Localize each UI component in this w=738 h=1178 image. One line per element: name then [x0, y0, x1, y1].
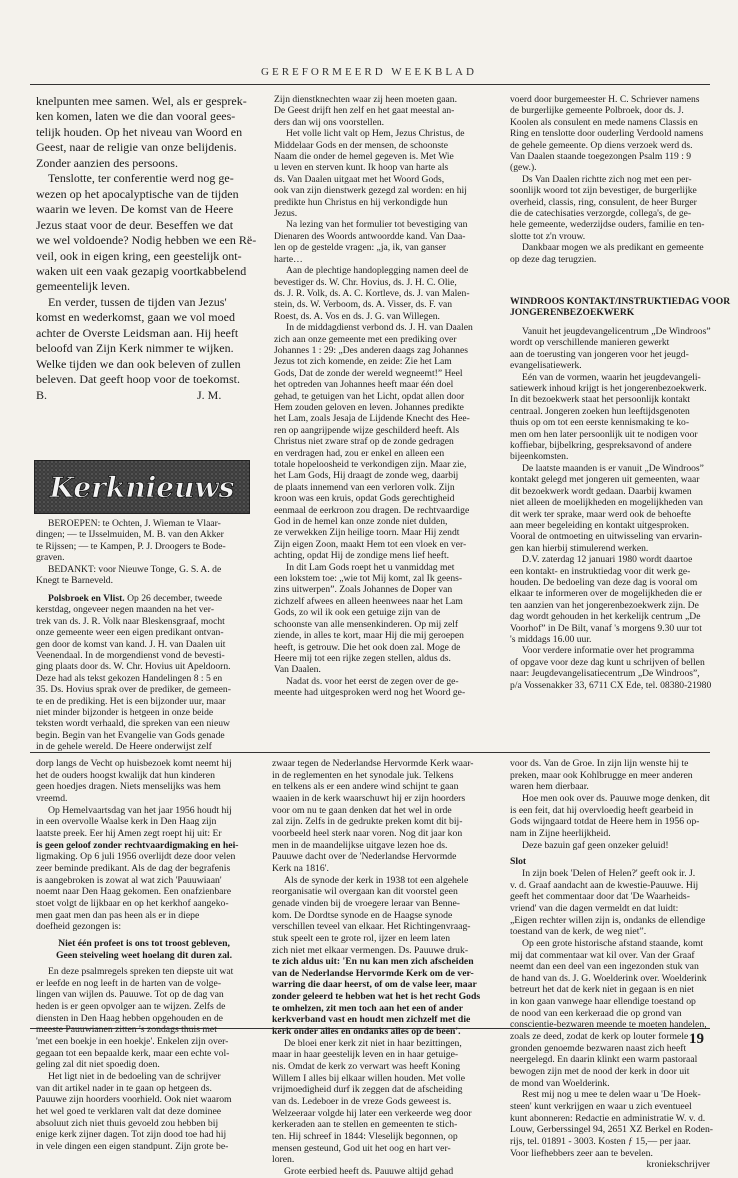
text-line: van ds. Ledeboer in de vreze Gods geweest is.	[272, 1096, 452, 1108]
heading-line: JONGERENBEZOEKWERK	[510, 307, 635, 319]
text-line: kerstdag, ongeveer negen maanden na het ver-	[36, 604, 215, 616]
text-line: ds. J. R. Volk, ds. A. C. Kortleve, ds. J. van Malen-	[274, 287, 470, 299]
text-line: te omhelzen, zit men toch aan het een of ander	[272, 1002, 464, 1014]
text-line: reorganisatie wil overgaan kan dit voorstel geen	[272, 886, 458, 898]
text-line: ging plaats door ds. W. Chr. Hovius uit Apeldoorn.	[36, 661, 231, 673]
text-line: geling zal dit niet spoedig doen.	[36, 1059, 160, 1071]
text-line: 's middags 16.00 uur.	[510, 633, 592, 645]
text-line: aan meer begeleiding en kontakt uitgesproken.	[510, 519, 690, 531]
text-line: (gew.).	[510, 162, 537, 174]
text-line: Roest, ds. A. Vos en ds. J. G. van Willegen.	[274, 310, 440, 322]
text-line: dag wordt gehouden in het kerkelijk centrum „De	[510, 611, 701, 623]
text-line: het wel goed te verklaren valt dat deze dominee	[36, 1106, 222, 1118]
text-line: ook van zijn dienstwerk gezegd zal worden: en hij	[274, 185, 467, 197]
text-line: Grote eerbied heeft ds. Pauuwe altijd gehad	[284, 1165, 454, 1177]
psalm-quote-line: Niet één profeet is ons tot troost gebleven,	[58, 937, 230, 949]
text-line: ze verwekken Zijn heilige toorn. Maar Hij zendt	[274, 527, 460, 539]
text-line: ziende, in alles te kort, maar Hij die mij geroepen	[274, 630, 464, 642]
text-line: in kon gaan vanwege haar ellendige toestand op	[510, 996, 696, 1008]
column-1-continuation	[36, 94, 257, 403]
text-line: enige kerk zijner dagen. Tot zijn dood toe had hij	[36, 1129, 227, 1141]
text-line: Het volle licht valt op Hem, Jezus Christus, de	[286, 128, 465, 140]
text-line: zeer beminde predikant. Als de dag der begrafenis	[36, 862, 231, 874]
text-line: men gaat men dan pas heen als er in diepe	[36, 909, 200, 921]
text-line: centraal. Jongeren zoeken hun leeftijdsgenoten	[510, 405, 690, 417]
text-line: een kontakt- en instruktiedag voor dit werk ge-	[510, 565, 691, 577]
heading-line: WINDROOS KONTAKT/INSTRUKTIEDAG VOOR	[510, 296, 731, 307]
text-line: loren.	[272, 1154, 295, 1166]
text-line: kunt abonneren: Redactie en administratie W. v. d.	[510, 1112, 706, 1124]
text-line: Vooral de ontmoeting en uitwisseling van ervarin-	[510, 531, 703, 543]
text-line: Nadat ds. voor het eerst de zegen over de ge-	[286, 675, 459, 687]
text-line: Voor liefhebbers zeer aan te bevelen.	[510, 1147, 653, 1159]
text-line: toestand van de kerk, de weg niet”.	[510, 926, 647, 938]
text-line: Gods, Dat de zonde der wereld wegneemt!” Heel	[274, 367, 463, 379]
text-line: in de reglementen en het synodale juk. Telkens	[272, 769, 454, 781]
text-line: Louw, Gerberssingel 94, 2651 XZ Berkel en Roden-	[510, 1124, 714, 1136]
text-line: voor om nu te gaan denken dat het wel in orde	[272, 804, 452, 816]
kerknieuws-notices	[36, 518, 250, 586]
text-line: Gods, zo wil ik ook een getuige zijn van de	[274, 607, 441, 619]
text-line: lingen van wijlen ds. Pauuwe. Tot op de dag van	[36, 989, 224, 1001]
text-line: bewogen zijn met de nood der kerk in door uit	[510, 1066, 690, 1078]
text-line: er leefde en nog leeft in de harten van de volge-	[36, 977, 222, 989]
text-line: Heere mij tot een rijke zegen stellen, aldus ds.	[274, 652, 451, 664]
text-line: in een overvolle Waalse kerk in Den Haag zijn	[36, 816, 217, 828]
text-line: wezen op het apocalyptische van de tijden	[36, 186, 239, 201]
text-line: te Rijssen; — te Kampen, P. J. Droogers te Bode-	[36, 540, 226, 552]
text-line: zichzelf afwees en alleen heenwees naar het Lam	[274, 595, 463, 607]
text-line: Koolen als consulent en mede namens Classis en	[510, 116, 698, 128]
footer-rule	[30, 1028, 710, 1029]
text-line: kontakt gelegd met jongeren uit gemeenten, waar	[510, 474, 700, 486]
text-line: noemt naar Den Haag gekomen. Een onafzienbare	[36, 886, 232, 898]
text-line: ren op aangrijpende wijze geschilderd heeft. Als	[274, 424, 460, 436]
windroos-article	[510, 326, 710, 691]
text-line: Pauuwe zijn hoorders voorhield. Ook niet waarom	[36, 1094, 232, 1106]
text-line: het Lam, zoals Jesaja de Lijdende Knecht des Hee-	[274, 413, 470, 425]
text-line: eenmaal de eerkroon zou dragen. De rechtvaardige	[274, 504, 470, 516]
text-line: harte…	[274, 253, 303, 265]
text-line: de mond van Woelderink.	[510, 1077, 610, 1089]
text-line: de hand van ds. J. G. Woelderink over. Woelderink	[510, 972, 707, 984]
text-line: Geest, naar de religie van onze belijdenis.	[36, 140, 237, 155]
text-line: Deze bazuin gaf geen onzeker geluid!	[522, 839, 669, 851]
text-line: ten. Hij schreef in 1844: Vleselijk begonnen, op	[272, 1131, 458, 1142]
text-line: Ring en tenslotte door ouderling Verdoold namens	[510, 128, 704, 140]
column-3-article-end	[510, 94, 710, 265]
text-line: Op 26 december, tweede	[127, 593, 223, 604]
text-line: God in de hemel kan onze zonde niet dulden,	[274, 516, 448, 528]
text-line: gronden genoemde bezwaren naast zich heeft	[510, 1042, 687, 1054]
text-line: In de middagdienst verbond ds. J. H. van Daalen	[286, 322, 473, 334]
text-line: Pauuwe dacht over de 'Nederlandse Hervormde	[272, 851, 457, 863]
polsbroek-article	[36, 593, 250, 753]
text-line: Het ligt niet in de bedoeling van de schrijver	[48, 1071, 221, 1083]
text-line: gen door de komst van kand. J. H. van Daalen uit	[36, 638, 226, 650]
text-line: Jezus.	[274, 208, 298, 220]
text-line: het Lam Gods, Hij draagt de zonde weg, daarbij	[274, 470, 459, 482]
text-line: de burgerlijke gemeente Polbroek, door ds. J.	[510, 105, 684, 117]
text-line: onze gemeente weer een eigen predikant ontvan-	[36, 627, 224, 639]
text-line: slotte tot z'n vrouw.	[510, 230, 586, 242]
text-line: vriend' van die dagen vermeldt en dat luidt:	[510, 902, 679, 914]
text-line: telijk houden. Op het niveau van Woord en	[36, 124, 243, 139]
text-line: Van Daalen.	[274, 664, 321, 676]
text-line: Voor verdere informatie over het programma	[522, 645, 695, 657]
text-line: schoonste van alle mensenkinderen. Op mij zelf	[274, 618, 459, 630]
text-line: nam in Zijne heerlijkheid.	[510, 827, 611, 839]
text-line: men in de maandelijkse uitgave lezen hoe ds.	[272, 839, 448, 851]
windroos-heading	[510, 296, 731, 319]
text-line: bevestiger ds. W. Chr. Hovius, ds. J. H. C. Olie,	[274, 276, 457, 288]
text-line: zonder geleerd te hebben wat het is het recht Gods	[272, 991, 481, 1003]
text-line: maar in haar geestelijk leven en in haar getuige-	[272, 1049, 459, 1061]
text-line: te en de prediking. Het is een bijzonder uur, maar	[36, 695, 226, 707]
text-line: doefheid gezongen is:	[36, 921, 122, 933]
text-line: Welzeeraar volgde hij later een verkeerde weg door	[272, 1107, 472, 1119]
text-line: laatste preek. Eer hij Amen zegt roept hij uit: Er	[36, 827, 222, 839]
header-rule	[30, 84, 710, 85]
text-line: overheid, classis, ring, consulent, de heer Burger	[510, 196, 697, 208]
text-line: betreurt het dat de kerk niet in gegaan is en niet	[510, 984, 694, 996]
text-line: heeft, is getrouw. Die het ook doen zal. Moge de	[274, 641, 461, 653]
text-line: de plaats innemend van een verloren volk. Zijn	[274, 481, 455, 493]
text-line: mij dat commentaar wat kil over. Van der Graaf	[510, 949, 695, 961]
text-line: ds. Van Daalen uitgaat met het Woord Gods,	[274, 173, 445, 185]
text-line: veil, ook in eigen kring, een geestelijk ont-	[36, 248, 242, 263]
text-line: thuis op om tot een eerste kennismaking te ko-	[510, 417, 690, 429]
text-line: waren hem dierbaar.	[510, 781, 589, 793]
text-line: De laatste maanden is er vanuit „De Windroos”	[522, 462, 704, 474]
text-line: genade vinden bij de vroegere leraar van Benne-	[272, 897, 461, 909]
text-line: is aangebroken is zowat al wat zich 'Pauuwiaan'	[36, 874, 222, 886]
text-line: knelpunten mee samen. Wel, als er gesprek-	[36, 94, 247, 108]
text-line: Deze had als tekst gekozen Handelingen 8 : 5 en	[36, 672, 223, 684]
text-line: of opgave voor deze dag kunt u schrijven of bellen	[510, 656, 705, 668]
psalm-quote-line: Geen steiveling weet hoelang dit duren zal.	[55, 949, 233, 961]
text-line: In dit bezoekwerk staat het persoonlijk kontakt	[510, 394, 691, 406]
text-line: achting, opdat Hij de zondige mens lief heeft.	[274, 550, 450, 562]
page-number: 19	[689, 1031, 704, 1047]
text-line: Johannes 1 : 29: „Des anderen daags zag Johannes	[274, 344, 468, 356]
text-line: voorbeeld heel sterk naar voren. Nog dit jaar kon	[272, 827, 463, 839]
text-line: Op een grote historische afstand staande, komt	[522, 937, 704, 949]
text-line: aan de toerusting van jongeren voor het jeugd-	[510, 348, 689, 360]
text-line: beleven. Dat geeft hoop voor de toekomst.	[36, 372, 240, 387]
text-line: gen kan hierbij stimulerend werken.	[510, 542, 649, 554]
text-line: Willem I alles bij elkaar willen houden. Met volle	[272, 1072, 466, 1084]
text-line: een lokstem toe: „wie tot Mij komt, zal Ik geens-	[274, 573, 463, 585]
text-line: en telkens als er een andere wind schijnt te gaan	[272, 781, 459, 793]
text-line: de gehele gemeente. Op diens verzoek werd ds.	[510, 139, 693, 151]
text-line: En deze psalmregels spreken ten diepste uit wat	[48, 966, 234, 978]
text-line: graven.	[36, 552, 65, 564]
text-line: Van Daalen staande toegezongen Psalm 119 : 9	[510, 151, 692, 163]
text-line: men om hen later persoonlijk uit te nodigen voor	[510, 428, 698, 440]
text-line: kerk onder alles en ondanks alles op de been'.	[272, 1026, 461, 1038]
text-line: niet alleen de moelijkheden en mogelijkheden van	[510, 497, 703, 509]
text-line: is een feit, dat hij overvloedig heeft gearbeid in	[510, 804, 694, 816]
text-line: waken uit een vaak gezapig voortkabbelend	[36, 263, 247, 278]
text-line: Rest mij nog u mee te delen waar u 'De Hoek-	[522, 1089, 701, 1101]
text-line: satiewerk inhoud krijgt is het jongerenbezoekwerk.	[510, 383, 707, 395]
text-line: ligmaking. Op 6 juli 1956 overlijdt deze door velen	[36, 851, 236, 863]
text-line: steen' kunt verkrijgen en waar u zich eventueel	[510, 1101, 692, 1113]
bottom-column-3	[510, 758, 714, 1171]
text-line: Kerk na 1816'.	[272, 862, 329, 874]
text-line: v. d. Graaf aandacht aan de kwestie-Pauuwe. Hij	[510, 879, 699, 891]
kerknieuws-banner	[34, 460, 250, 514]
kerknieuws-banner-art	[35, 461, 249, 513]
text-line: Hem zouden geloven en leven. Johannes predikte	[274, 401, 464, 413]
text-line: we wel voldoende? Nodig hebben we een Rë-	[36, 233, 257, 248]
text-line: is geen geloof zonder rechtvaardigmaking en hei-	[36, 839, 239, 851]
text-line: Voorhof” in De Bilt, vanaf 's morgens 9.30 uur tot	[510, 622, 702, 634]
text-line: achter de Overste Leidsman aan. Hij heeft	[36, 325, 239, 340]
text-line: Ds Van Daalen richtte zich nog met een per-	[522, 173, 692, 185]
text-line: van dit artikel nader in te gaan op hetgeen ds.	[36, 1082, 212, 1094]
text-line: niet minder bijzonder is hetgeen in onze beide	[36, 707, 214, 719]
text-line: vrijmoedigheid durf ik zeggen dat de afscheiding	[272, 1084, 463, 1096]
text-line: Jezus tot zich komende, en zeide: Zie het Lam	[274, 356, 452, 368]
text-line: Aan de plechtige handoplegging namen deel de	[286, 265, 469, 277]
text-line: preken, maar ook Kohlbrugge en meer anderen	[510, 769, 693, 781]
text-line: Eén van de vormen, waarin het jeugdevangeli-	[522, 371, 701, 383]
text-line: Zonder aanzien des persoons.	[36, 155, 178, 170]
text-line: waaien in de kerk waarschuwt hij er zijn hoorders	[272, 792, 466, 804]
column-2-article	[274, 94, 490, 699]
text-line: dit bezoekwerk wordt gedaan. Daarbij kwamen	[510, 485, 692, 497]
text-line: D.V. zaterdag 12 januari 1980 wordt daartoe	[522, 554, 693, 566]
text-line: gegaan tot een bepaalde kerk, maar een echte vol-	[36, 1047, 230, 1059]
text-line: geen hoedjes dragen. Niets menselijks was hem	[36, 781, 221, 793]
text-line: Tenslotte, ter conferentie werd nog ge-	[48, 171, 234, 186]
text-line: mensen gesteund, God uit het oog en hart ver-	[272, 1142, 451, 1154]
text-line: zwaar tegen de Nederlandse Hervormde Kerk waar-	[272, 758, 474, 769]
text-line: BEDANKT: voor Nieuwe Tonge, G. S. A. de	[48, 563, 222, 575]
text-line: p/a Vossenakker 33, 6711 CX Ede, tel. 08380-21980	[510, 679, 712, 691]
text-line: in vele dingen een eigen standpunt. Zijn grote be-	[36, 1141, 229, 1152]
text-line: de nood van een kerkeraad die op grond van	[510, 1007, 682, 1019]
text-line: begin. Begin van het Evangelie van Gods genade	[36, 729, 225, 741]
text-line: komst en wederkomst, gaan we vol moed	[36, 310, 235, 325]
text-line: BEROEPEN: te Ochten, J. Wieman te Vlaar-	[48, 518, 221, 529]
text-line: gemeentelijk leven.	[36, 279, 130, 294]
text-line: Knegt te Barneveld.	[36, 575, 113, 587]
text-line: rijs, tel. 01891 - 3003. Kosten ƒ 15,— per jaar.	[510, 1136, 691, 1147]
text-line: Op Hemelvaartsdag van het jaar 1956 houdt hij	[48, 804, 232, 816]
text-line: De Geest drijft hen zelf en het gaat meestal an-	[274, 105, 455, 117]
text-line: „Eigen rechter willen zijn is, ondanks de ellendige	[510, 914, 706, 926]
text-line: Welke tijden we dan ook beleven of zullen	[36, 356, 241, 371]
text-line: geeft het commentaar door dat 'De Waarheids-	[510, 891, 690, 903]
text-line: soonlijk woord tot zijn bevestiger, de burgerlijke	[510, 185, 697, 197]
text-line: kerkverband vast en houdt men zichzelf met die	[272, 1014, 471, 1026]
text-line: zich aan onze gemeente met een prediking over	[274, 333, 457, 345]
text-line: u leven en sterven kunt. Ik hoop van harte als	[274, 162, 449, 174]
section-rule	[30, 752, 710, 753]
text-line: Christus niet zware straf op de zonde gedragen	[274, 436, 454, 448]
text-line: meeste Pauuwianen zitten 's zondags thuis met	[36, 1024, 217, 1036]
text-line: nis. Omdat de kerk zo verwart was heeft Koning	[272, 1061, 461, 1073]
text-line: neergelegd. En daarin klinkt een warm pastoraal	[510, 1054, 698, 1066]
text-line: voerd door burgemeester H. C. Schriever namens	[510, 94, 700, 105]
text-line: Zijn dienstknechten waar zij heen moeten gaan.	[274, 94, 458, 105]
text-line: zal zijn. Zelfs in de gedrukte preken komt dit bij-	[272, 816, 463, 828]
text-line: En verder, tussen de tijden van Jezus'	[48, 294, 227, 309]
text-line: heden is er geen opvolger aan te wijzen. Zelfs de	[36, 1001, 226, 1013]
text-line: Jezus staat voor de deur. Beseffen we dat	[36, 217, 234, 232]
text-line: voor ds. Van de Groe. In zijn lijn wenste hij te	[510, 758, 689, 769]
text-line: naar: Jeugdevangelisatiecentrum „De Windroos”,	[510, 668, 700, 680]
text-line: meente had uitgesproken werd nog het Woord ge-	[274, 687, 466, 699]
text-line: Middelaar Gods en der mensen, de schoonste	[274, 139, 448, 151]
kerknieuws-banner-text: Kerknieuws	[49, 471, 235, 504]
text-line: evangelisatiewerk.	[510, 360, 582, 372]
text-line: kom. De Dordtse synode en de Haagse synode	[272, 909, 453, 921]
text-line: het de ouders hoogst kwalijk dat hun kinderen	[36, 769, 215, 781]
text-line: Veenendaal. In de morgendienst vond de bevesti-	[36, 650, 225, 662]
text-line: hele gemeente, wederzijdse ouders, familie en ten-	[510, 219, 705, 231]
text-line: diensten in Den Haag hebben opgehouden en de	[36, 1012, 223, 1024]
text-line: Dienaren des Woords antwoordde kand. Van Daa-	[274, 230, 466, 242]
text-line: trek van ds. J. R. Volk naar Bleskensgraaf, mocht	[36, 615, 225, 627]
text-line: 'met een boekje in een hoekje'. Enkelen zijn over-	[36, 1036, 229, 1048]
text-line: houden. De bedoeling van deze dag is vooral om	[510, 576, 698, 588]
text-line: 35. Ds. Hovius sprak over de prediker, de gemeen-	[36, 684, 231, 696]
text-line: zins uitwerpen”. Zoals Johannes de Doper van	[274, 584, 453, 596]
author-initials: B. J. M.	[36, 387, 222, 402]
text-line: neemt dan een deel van een ingezonden stuk van	[510, 961, 699, 973]
slot-heading: Slot	[510, 856, 527, 868]
text-line: stuk speelt een te grote rol, ijzer en leem laten	[272, 932, 451, 944]
text-line: kroon was een kruis, opdat Gods gerechtigheid	[274, 493, 455, 505]
text-line: dingen; — te IJsselmuiden, M. B. van den Akker	[36, 529, 224, 541]
text-line: Vanuit het jeugdevangelicentrum „De Windroos”	[522, 326, 711, 337]
text-line: len op de gestelde vragen: „ja, ik, van ganser	[274, 242, 447, 254]
text-line: ders dan wij ons voorstellen.	[274, 116, 385, 128]
text-line: verschillen teveel van elkaar. Het Richtingenvraag-	[272, 921, 471, 933]
text-line: te zich aldus uit: 'En nu kan men zich afscheiden	[272, 956, 474, 968]
bottom-column-1	[36, 758, 252, 1153]
text-line: dit werk ter sprake, maar werd ook de behoefte	[510, 508, 691, 520]
text-line: dorp langs de Vecht op huisbezoek komt neemt hij	[36, 758, 232, 769]
text-line: Na lezing van het formulier tot bevestiging van	[286, 219, 468, 231]
text-line: warring die daar heerst, of om de valse leer, maar	[272, 979, 477, 991]
text-line: predikte hun Christus en hij verkondigde hun	[274, 196, 448, 208]
text-line: bijeenkomsten.	[510, 451, 569, 463]
text-line: beloofd van Zijn Kerk nimmer te wijken.	[36, 341, 234, 356]
text-line: ten aanzien van het jongerenbezoekwerk zijn. De	[510, 599, 699, 611]
text-line: en verdragen had, zou er enkel en alleen een	[274, 447, 445, 459]
text-line: stein, ds. W. Verboom, ds. A. Visser, ds. F. van	[274, 299, 453, 311]
text-line: van de Nederlandse Hervormde Kerk om de ver-	[272, 967, 474, 979]
text-line: absoluut zich niet thuis gevoeld zou hebben bij	[36, 1117, 219, 1129]
text-line: het optreden van Johannes heeft maar één doel	[274, 379, 454, 391]
text-line: Naam die onder de hemel gegeven is. Met Wie	[274, 151, 454, 163]
text-line: In zijn boek 'Delen of Helen?' geeft ook ir. J.	[522, 867, 696, 879]
text-line: stoet volgt de lijkbaar en op het kerkhof aangeko-	[36, 897, 229, 909]
text-line: elkaar te informeren over de mogelijkheden die er	[510, 588, 703, 600]
text-line: op deze dag terugzien.	[510, 253, 597, 265]
text-line: vreemd.	[36, 792, 68, 804]
running-header: GEREFORMEERD WEEKBLAD	[261, 66, 477, 78]
text-line: conscientie-bezwaren meende te moeten handelen,	[510, 1019, 707, 1031]
text-line: die de catechisaties verzorgde, collega's, de ge-	[510, 208, 692, 220]
text-line: in de gehele wereld. De Heere onderwijst zelf	[36, 741, 212, 753]
author-signature: kroniekschrijver	[646, 1159, 710, 1171]
bottom-column-2	[272, 758, 490, 1178]
text-line: wordt op verschillende manieren gewerkt	[510, 337, 670, 349]
text-line: zoals ze deed, zodat de kerk op louter formele	[510, 1031, 689, 1043]
text-line: In dit Lam Gods roept het u vanmiddag met	[286, 561, 455, 573]
text-line: Zijn eigen Zoon, maakt Hem tot een vloek en ver-	[274, 538, 467, 550]
text-line: waarin we leven. De komst van de Heere	[36, 202, 234, 217]
text-line: zich niet met elkaar vermengen. Ds. Pauuwe druk-	[272, 944, 469, 956]
text-line: totale hopeloosheid te verkondigen zijn. Maar zie,	[274, 459, 467, 470]
text-line: Gods wijngaard totdat de Heere hem in 1956 op-	[510, 816, 700, 828]
text-line: ken komen, laten we die dan vooral gees-	[36, 109, 236, 124]
text-line: Dankbaar mogen we als predikant en gemeente	[522, 242, 704, 254]
text-line: teksten wordt verhaald, die spreken van een nieuw	[36, 718, 230, 730]
polsbroek-heading: Polsbroek en Vlist.	[48, 593, 125, 604]
text-line: gehad, te getuigen van het Licht, opdat allen door	[274, 390, 465, 402]
text-line: Als de synode der kerk in 1938 tot een algehele	[284, 874, 469, 886]
text-line: Hoe men ook over ds. Pauuwe moge denken, dit	[522, 792, 710, 804]
text-line: De bloei ener kerk zit niet in haar bezittingen,	[284, 1037, 462, 1049]
text-line: koffiebar, bijbelkring, gespreksavond of andere	[510, 440, 692, 452]
text-line: kerkeraden aan te stellen en gemeenten te stich-	[272, 1119, 458, 1131]
